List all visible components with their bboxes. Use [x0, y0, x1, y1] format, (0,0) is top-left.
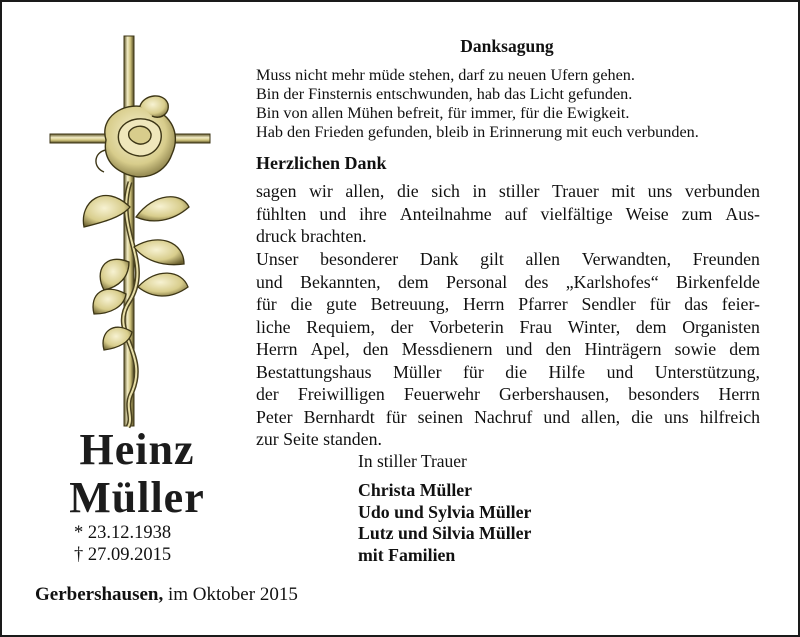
- word: für: [649, 294, 671, 314]
- word: Peter: [256, 406, 293, 427]
- word: dem: [635, 316, 667, 337]
- word: vielfältige: [540, 203, 613, 224]
- thanks-heading: Herzlichen Dank: [256, 153, 387, 173]
- word: die: [505, 361, 527, 382]
- word: besonders: [628, 384, 700, 404]
- word: Freiwilligen: [297, 384, 385, 404]
- word: Aus-: [725, 203, 760, 224]
- word: und: [319, 203, 347, 224]
- signatories: [358, 480, 531, 566]
- poem-line: Muss nicht mehr müde stehen, darf zu neuen Ufern gehen.: [256, 66, 635, 84]
- thanks-paragraph-1: [256, 180, 760, 248]
- word: zum: [681, 203, 713, 224]
- date-text: im Oktober 2015: [168, 584, 298, 605]
- word: Personal: [446, 271, 508, 292]
- word: Bestattungshaus: [256, 361, 372, 382]
- word: allen,: [581, 406, 621, 427]
- poem: [256, 66, 776, 142]
- word: Apel,: [310, 339, 350, 359]
- word: das: [684, 294, 708, 314]
- word: auf: [504, 203, 528, 224]
- place-name: Gerbershausen,: [35, 584, 164, 605]
- word: allen: [525, 249, 561, 269]
- word: stiller: [498, 181, 540, 201]
- word: dem: [397, 271, 429, 292]
- word: Hilfe: [548, 361, 586, 382]
- word: mit: [611, 181, 636, 201]
- text-line: [256, 361, 760, 384]
- word: der: [256, 384, 279, 404]
- word: Trauer: [552, 181, 599, 201]
- word: ihre: [359, 203, 387, 224]
- word: für: [256, 294, 277, 314]
- word: sich: [431, 181, 460, 201]
- word: und: [256, 271, 283, 292]
- word: fühlten: [256, 203, 307, 224]
- word: feier-: [721, 294, 760, 314]
- word: dem: [729, 339, 760, 359]
- word: uns: [647, 181, 673, 201]
- word: und: [505, 339, 533, 359]
- word: Requiem,: [306, 316, 375, 337]
- signatory-name: Lutz und Silvia Müller: [358, 523, 532, 543]
- signatory-name: Christa Müller: [358, 480, 473, 500]
- mourning-line: In stiller Trauer: [358, 451, 467, 471]
- thanks-paragraph-2: [256, 248, 760, 451]
- text-line: [256, 203, 760, 226]
- signatory-name: Udo und Sylvia Müller: [358, 501, 532, 522]
- cross-with-rose-icon: [44, 32, 224, 432]
- word: die: [631, 406, 653, 427]
- word: uns: [664, 406, 689, 427]
- word: gute: [326, 294, 357, 314]
- text-line: [256, 406, 760, 429]
- word: und: [543, 406, 571, 427]
- word: Gerbershausen,: [499, 384, 610, 404]
- text-line: druck brachten.: [256, 226, 367, 246]
- word: Winter,: [567, 316, 621, 337]
- word: Betreuung,: [370, 294, 450, 314]
- word: besonderer: [320, 249, 399, 269]
- word: wir: [309, 181, 333, 201]
- death-date: † 27.09.2015: [74, 545, 172, 565]
- text-line: [256, 383, 760, 406]
- birth-date: * 23.12.1938: [74, 523, 172, 543]
- word: der: [390, 316, 414, 337]
- poem-line: Hab den Frieden gefunden, bleib in Erinnerung mit euch verbunden.: [256, 123, 699, 141]
- word: seinen: [417, 406, 464, 427]
- word: den: [545, 339, 572, 359]
- word: die: [396, 181, 419, 201]
- poem-line: Bin von allen Mühen befreit, für immer, für die Ewigkeit.: [256, 104, 630, 122]
- word: Dank: [419, 249, 459, 269]
- word: des: [524, 271, 549, 292]
- poem-line: Bin der Finsternis entschwunden, hab das Licht gefunden.: [256, 85, 633, 103]
- word: gilt: [480, 249, 504, 269]
- deceased-first-name: Heinz: [79, 425, 195, 474]
- word: Messdienern: [401, 339, 493, 359]
- word: Hinträgern: [584, 339, 662, 359]
- word: Vorbeterin: [429, 316, 504, 337]
- word: Anteilnahme: [399, 203, 492, 224]
- word: Birkenfelde: [676, 271, 760, 292]
- word: die: [290, 294, 313, 314]
- word: Herrn: [256, 339, 298, 359]
- word: verbunden: [684, 181, 760, 201]
- word: Weise: [625, 203, 669, 224]
- word: Freunden: [692, 249, 760, 269]
- text-line: zur Seite standen.: [256, 429, 382, 449]
- deceased-last-name: Müller: [69, 473, 205, 522]
- text-line: [256, 248, 760, 271]
- word: Frau: [519, 316, 553, 337]
- word: Bernhardt: [303, 406, 375, 427]
- word: und: [606, 361, 634, 382]
- word: Feuerwehr: [403, 384, 480, 404]
- word: liche: [256, 316, 291, 337]
- word: in: [472, 181, 487, 201]
- word: allen,: [345, 181, 385, 201]
- text-line: [256, 338, 760, 361]
- word: Herrn: [462, 294, 505, 314]
- life-dates: [74, 522, 171, 566]
- place-and-date: [35, 584, 298, 606]
- text-line: [256, 271, 760, 294]
- word: „Karlshofes“: [565, 271, 659, 292]
- word: Pfarrer: [518, 294, 568, 314]
- word: Unser: [256, 249, 299, 269]
- word: hilfreich: [699, 406, 760, 427]
- signatory-name: mit Familien: [358, 544, 456, 565]
- word: Müller: [393, 361, 442, 382]
- word: für: [463, 361, 484, 382]
- text-line: [256, 180, 760, 203]
- word: Sendler: [581, 294, 636, 314]
- word: Nachruf: [474, 406, 533, 427]
- word: den: [362, 339, 389, 359]
- word: Bekannten,: [300, 271, 381, 292]
- word: Herrn: [718, 384, 760, 404]
- word: Organisten: [682, 316, 760, 337]
- text-line: [256, 293, 760, 316]
- text-line: [256, 316, 760, 339]
- word: Unterstützung,: [654, 361, 760, 382]
- word: Verwandten,: [581, 249, 672, 269]
- page-title: Danksagung: [460, 36, 554, 56]
- word: für: [385, 406, 407, 427]
- word: sowie: [674, 339, 717, 359]
- word: sagen: [256, 181, 297, 201]
